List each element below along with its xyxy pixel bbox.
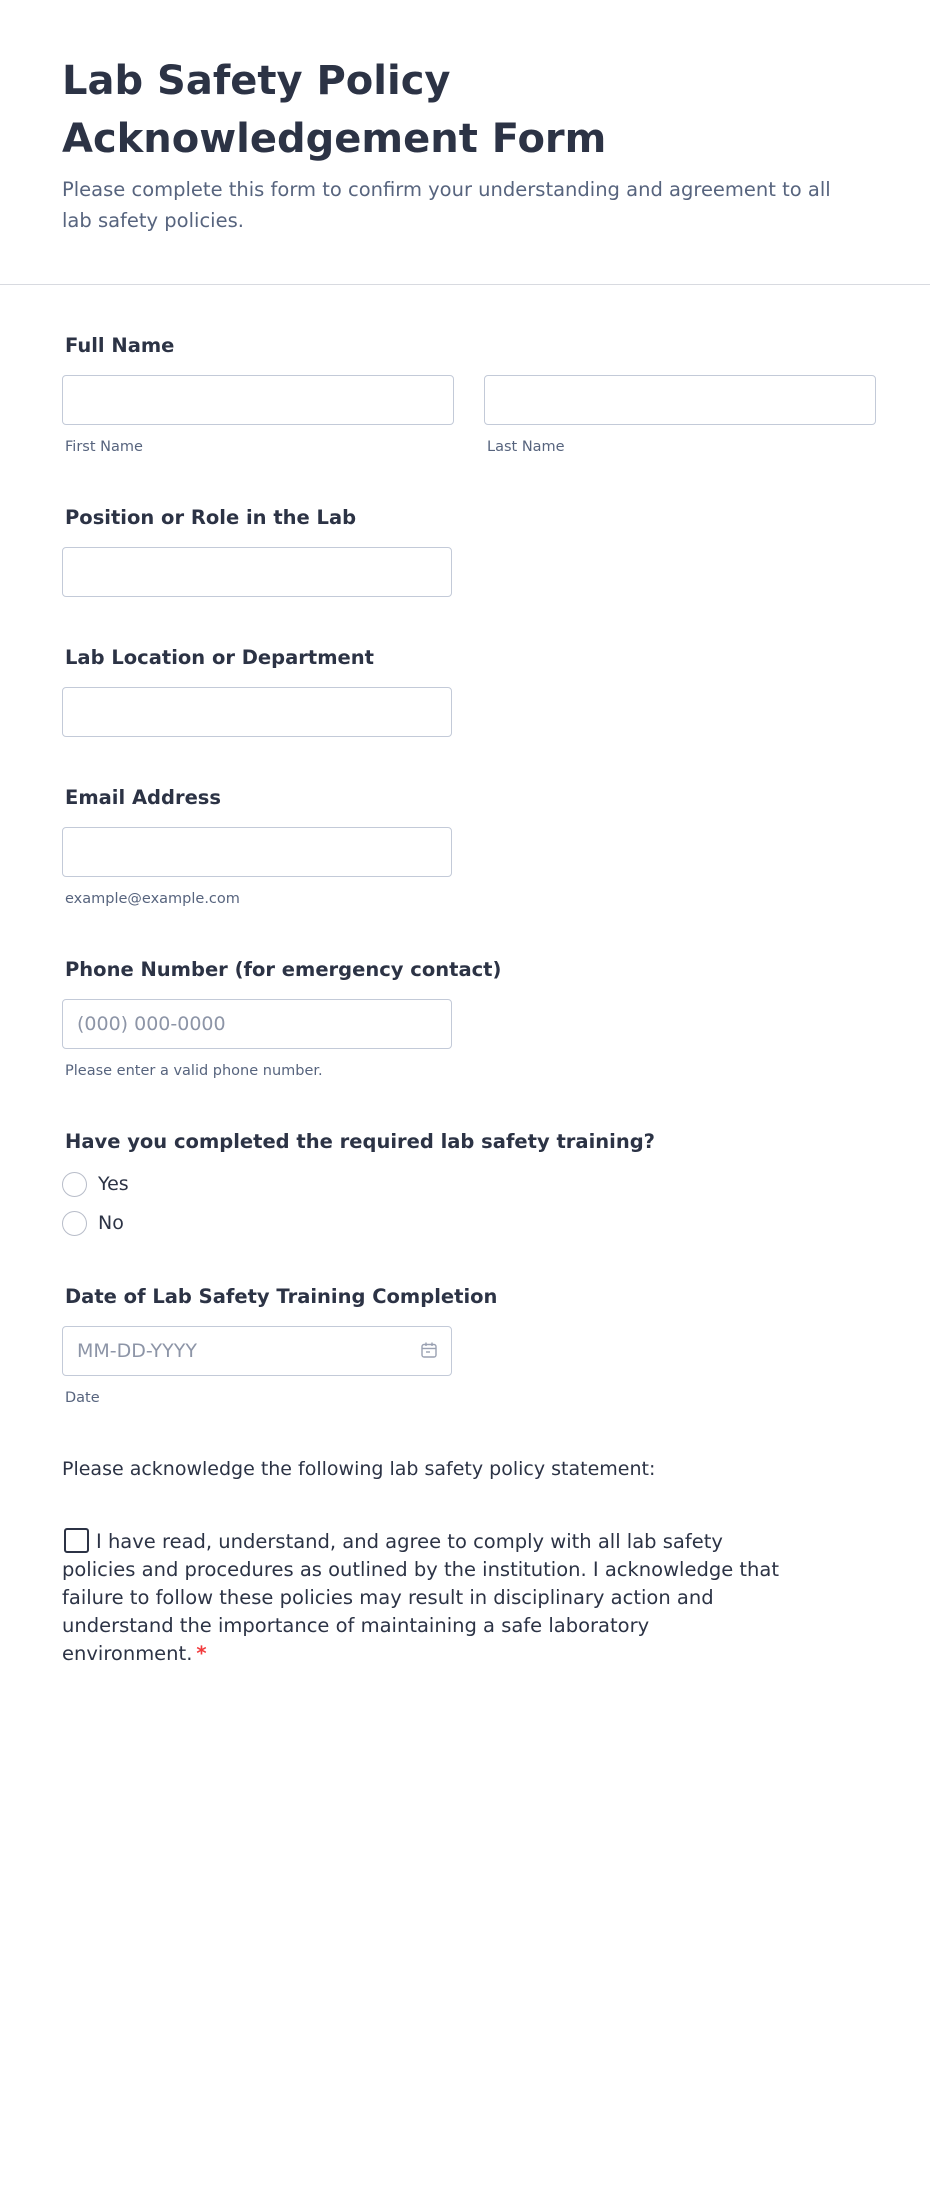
phone-field — [62, 957, 868, 1081]
full-name-row — [62, 375, 868, 457]
last-name-col — [484, 375, 876, 457]
radio-yes-label: Yes — [98, 1173, 129, 1195]
position-input[interactable] — [62, 547, 452, 597]
radio-no-label: No — [98, 1212, 124, 1234]
training-date-field — [62, 1284, 868, 1408]
radio-yes[interactable] — [62, 1172, 87, 1197]
form-subtitle: Please complete this form to confirm your understanding and agreement to all lab safety policies. — [62, 178, 831, 232]
last-name-sublabel: Last Name — [487, 439, 565, 455]
form-title: Lab Safety Policy Acknowledgement Form — [62, 58, 607, 162]
full-name-field — [62, 333, 868, 457]
phone-input[interactable] — [62, 999, 452, 1049]
form-body — [0, 285, 930, 1668]
email-sublabel: example@example.com — [65, 891, 240, 907]
calendar-icon[interactable] — [420, 1341, 438, 1359]
last-name-input[interactable] — [484, 375, 876, 425]
training-field — [62, 1129, 868, 1236]
training-label: Have you completed the required lab safety training? — [65, 1130, 655, 1153]
training-option-yes[interactable] — [62, 1171, 868, 1197]
statement-intro: Please acknowledge the following lab safety policy statement: — [62, 1458, 656, 1480]
phone-label: Phone Number (for emergency contact) — [65, 958, 502, 981]
phone-sublabel: Please enter a valid phone number. — [65, 1063, 323, 1079]
training-date-input[interactable] — [62, 1326, 452, 1376]
email-label: Email Address — [65, 786, 222, 809]
training-date-label: Date of Lab Safety Training Completion — [65, 1285, 498, 1308]
form-header — [0, 0, 930, 285]
email-field — [62, 785, 868, 909]
acknowledgement-text: I have read, understand, and agree to comply with all lab safety policies and procedures as outlined by the institution. I acknowledge that failure to follow these policies may result in disciplinary action and understand the importance of maintaining a safe laboratory environment. — [62, 1530, 780, 1665]
training-date-sublabel: Date — [65, 1390, 100, 1406]
position-label: Position or Role in the Lab — [65, 506, 357, 529]
first-name-col — [62, 375, 454, 457]
email-input[interactable] — [62, 827, 452, 877]
position-field — [62, 505, 868, 597]
date-input-wrap — [62, 1326, 452, 1376]
radio-no[interactable] — [62, 1211, 87, 1236]
training-option-no[interactable] — [62, 1210, 868, 1236]
acknowledgement-checkbox[interactable] — [64, 1528, 89, 1553]
acknowledgement-block — [62, 1528, 782, 1668]
location-field — [62, 645, 868, 737]
location-label: Lab Location or Department — [65, 646, 374, 669]
first-name-sublabel: First Name — [65, 439, 143, 455]
first-name-input[interactable] — [62, 375, 454, 425]
location-input[interactable] — [62, 687, 452, 737]
required-asterisk: * — [196, 1642, 207, 1665]
full-name-label: Full Name — [65, 334, 175, 357]
